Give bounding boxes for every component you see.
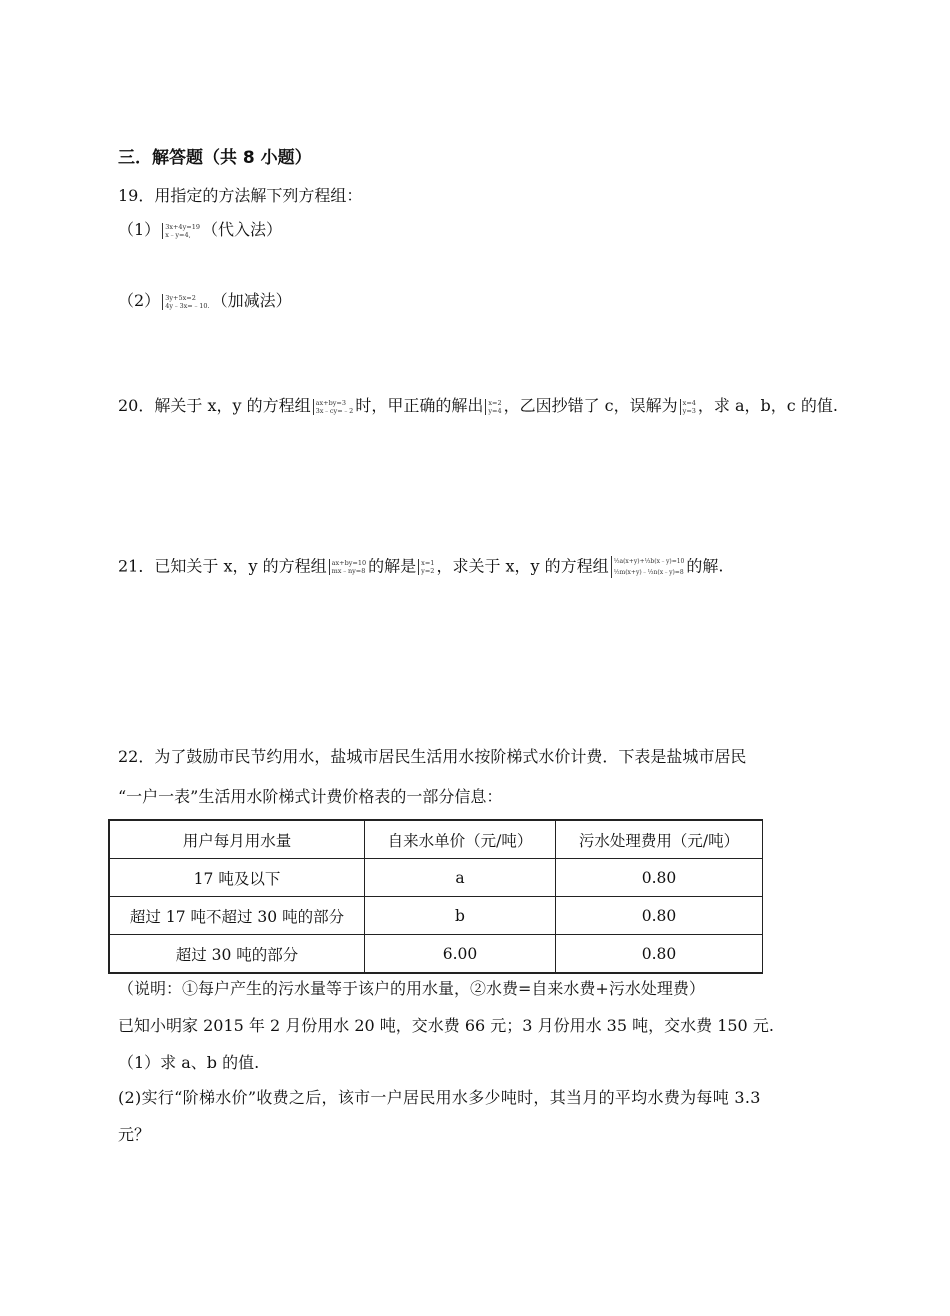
table-row	[109, 935, 763, 974]
equation: 3x+4y=19	[165, 222, 200, 231]
q21-text: 的解是	[368, 556, 417, 576]
solution-system	[418, 559, 434, 575]
q21-text: 21．已知关于 x，y 的方程组	[118, 556, 327, 576]
equation: x=1	[421, 559, 435, 567]
method-label: （加减法）	[211, 291, 292, 310]
table-header: 污水处理费用（元/吨）	[556, 820, 763, 859]
equation-system	[313, 399, 354, 415]
table-note: （说明：①每户产生的污水量等于该户的用水量，②水费=自来水费+污水处理费）	[118, 979, 705, 998]
part-label: （1）	[118, 220, 161, 239]
equation: mx﹣ny=8	[331, 567, 366, 575]
equation: x=2	[488, 398, 502, 407]
table-cell: 17 吨及以下	[109, 859, 365, 897]
solution-system	[680, 399, 696, 415]
equation: x=4	[682, 398, 696, 407]
equation: ½a(x+y)+⅓b(x﹣y)=10	[613, 558, 685, 565]
table-cell: 超过 30 吨的部分	[109, 935, 365, 974]
table-row	[109, 897, 763, 935]
q20-text: 20．解关于 x，y 的方程组	[118, 396, 311, 415]
water-price-table	[108, 819, 763, 974]
question-22-line1: 22．为了鼓励市民节约用水，盐城市居民生活用水按阶梯式水价计费．下表是盐城市居民	[118, 747, 747, 766]
equation: ½m(x+y)﹣⅓n(x﹣y)=8	[613, 569, 684, 576]
table-header: 用户每月用水量	[109, 820, 365, 859]
table-header: 自来水单价（元/吨）	[365, 820, 556, 859]
equation-system	[162, 294, 209, 310]
table-cell: b	[365, 897, 556, 935]
q20-text: 时，甲正确的解出	[355, 396, 484, 415]
question-19-part2	[118, 293, 292, 310]
table-cell: a	[365, 859, 556, 897]
equation: y=3	[682, 406, 696, 415]
question-22-part1: （1）求 a、b 的值.	[118, 1053, 260, 1072]
q21-text: ，求关于 x，y 的方程组	[436, 556, 609, 576]
equation: 3y+5x=2	[165, 293, 196, 302]
given-info: 已知小明家 2015 年 2 月份用水 20 吨，交水费 66 元；3 月份用水 35 吨，交水费 150 元.	[118, 1016, 774, 1035]
question-21	[118, 556, 723, 578]
equation: ax+by=10	[331, 559, 367, 567]
equation: 3x﹣cy=﹣2	[315, 406, 354, 415]
table-header-row	[109, 820, 763, 859]
equation: x﹣y=4,	[165, 230, 191, 239]
table-cell: 0.80	[556, 897, 763, 935]
table-cell: 0.80	[556, 859, 763, 897]
equation-system	[329, 559, 367, 575]
section-title: 三．解答题（共 8 小题）	[118, 148, 312, 168]
solution-system	[485, 399, 501, 415]
equation-system	[611, 556, 685, 578]
question-22-part2-continued: 元？	[118, 1125, 151, 1144]
table-cell: 超过 17 吨不超过 30 吨的部分	[109, 897, 365, 935]
question-19-part1	[118, 222, 282, 239]
method-label: （代入法）	[201, 220, 282, 239]
q21-text: 的解.	[686, 556, 724, 576]
equation-system	[162, 223, 200, 239]
table-row	[109, 859, 763, 897]
equation: y=4	[488, 406, 502, 415]
part-label: （2）	[118, 291, 161, 310]
table-cell: 6.00	[365, 935, 556, 974]
equation: y=2	[421, 567, 435, 575]
question-19-stem: 19．用指定的方法解下列方程组：	[118, 186, 363, 205]
q20-text: ，乙因抄错了 c，误解为	[503, 396, 678, 415]
equation: ax+by=3	[315, 398, 347, 407]
table-cell: 0.80	[556, 935, 763, 974]
equation: 4y﹣3x=﹣10.	[165, 301, 210, 310]
question-22-line2: “一户一表”生活用水阶梯式计费价格表的一部分信息：	[118, 787, 503, 806]
question-22-part2: (2)实行“阶梯水价”收费之后，该市一户居民用水多少吨时，其当月的平均水费为每吨 3.3	[118, 1088, 761, 1107]
q20-text: ，求 a，b，c 的值.	[697, 396, 838, 415]
question-20	[118, 398, 838, 415]
